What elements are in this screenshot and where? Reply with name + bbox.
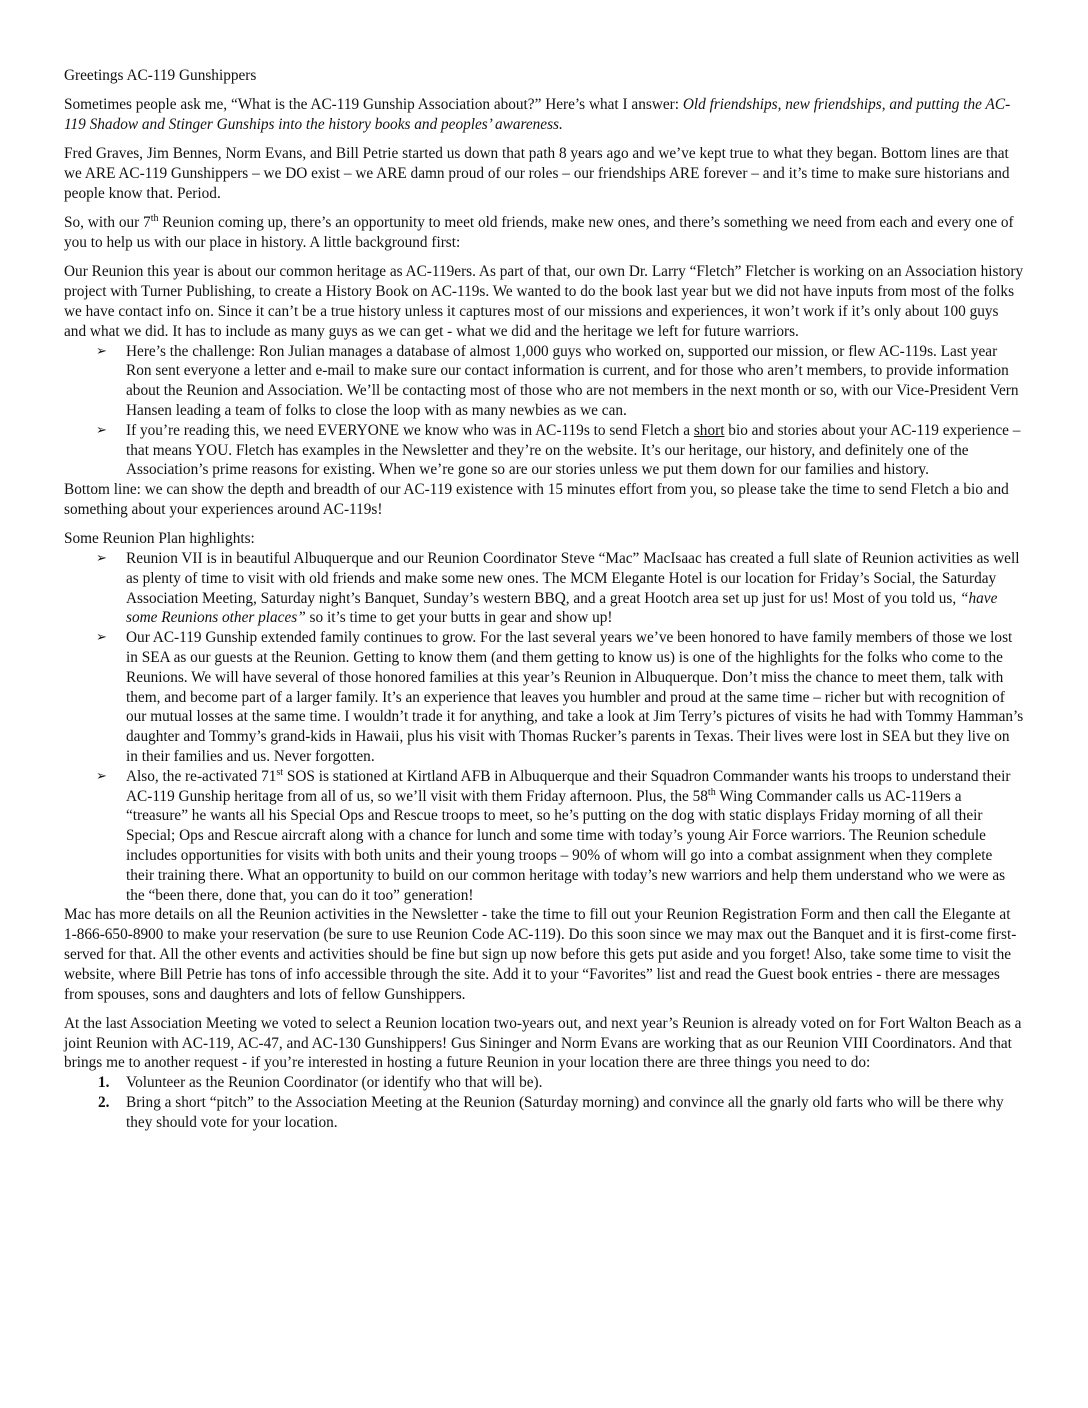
list-item-text: Also, the re-activated 71 bbox=[126, 767, 277, 785]
ordinal-sup: th bbox=[707, 786, 716, 798]
list-item bbox=[64, 549, 1024, 628]
step-number: 1. bbox=[98, 1074, 110, 1092]
list-item-text: SOS is stationed at Kirtland AFB in Albuquerque and their Squadron Commander wants his troops to understand their AC-119 Gunship heritage from all of us, so we’ll visit with them Friday afternoon. Plus, the 58 bbox=[126, 767, 1011, 805]
arrow-bullet-icon: ➢ bbox=[96, 343, 107, 359]
highlights-list bbox=[64, 549, 1024, 905]
reunion-paragraph bbox=[64, 213, 1024, 253]
details-paragraph: Mac has more details on all the Reunion activities in the Newsletter - take the time to fill out your Reunion Registration Form and then call the Elegante at 1-866-650-8900 to make your reservation (be sure to use Reunion Code AC-119). Do this soon since we may max out the Banquet and it is first-come first-served for that. All the other events and activities should be fine but sign up now before this gets put aside and you forget! Also, take some time to visit the website, where Bill Petrie has tons of info accessible through the site. Add it to your “Favorites” list and read the Guest book entries - there are messages from spouses, sons and daughters and lots of fellow Gunshippers. bbox=[64, 906, 1017, 1003]
underlined-word: short bbox=[693, 421, 725, 439]
list-item-text: Reunion VII is in beautiful Albuquerque and our Reunion Coordinator Steve “Mac” MacIsaac has created a full slate of Reunion activities as well as plenty of time to visit with old friends and make some new ones. The MCM Elegante Hotel is our location for Friday’s Social, the Saturday Association Meeting, Saturday night’s Banquet, Sunday’s western BBQ, and a great Hootch area set up just for us! Most of you told us, bbox=[126, 550, 1020, 607]
next-reunion-paragraph: At the last Association Meeting we voted to select a Reunion location two-years out, and next year’s Reunion is already voted on for Fort Walton Beach as a joint Reunion with AC-119, AC-47, and AC-130 Gunshippers! Gus Sininger and Norm Evans are working that as our Reunion VIII Coordinators. And that brings me to another request - if you’re interested in hosting a future Reunion in your location there are three things you need to do: bbox=[64, 1014, 1022, 1072]
highlights-heading: Some Reunion Plan highlights: bbox=[64, 530, 255, 548]
list-item-text: Volunteer as the Reunion Coordinator (or identify who that will be). bbox=[126, 1074, 543, 1092]
intro-emphasis: Old friendships, new friendships, and putting the AC-119 Shadow and Stinger Gunships into the history books and peoples’ awareness. bbox=[64, 96, 1011, 134]
reunion-text-b: Reunion coming up, there’s an opportunity to meet old friends, make new ones, and there’s something we need from each and every one of you to help us with our place in history. A little background first: bbox=[64, 214, 1014, 252]
history-paragraph: Our Reunion this year is about our common heritage as AC-119ers. As part of that, our own Dr. Larry “Fletch” Fletcher is working on an Association history project with Turner Publishing, to create a History Book on AC-119s. We wanted to do the book last year but we did not have inputs from most of the folks we have contact info on. Since it can’t be a true history unless it captures most of our missions and experiences, it won’t work if it’s only about 100 guys and what we did. It has to include as many guys as we can get - what we did and the heritage we left for future warriors. bbox=[64, 263, 1024, 340]
list-item bbox=[64, 342, 1024, 421]
list-item-emphasis: “have some Reunions other places” bbox=[126, 589, 998, 627]
bottom-line-paragraph: Bottom line: we can show the depth and breadth of our AC-119 existence with 15 minutes effort from you, so please take the time to send Fletch a bio and something about your experiences around AC-119s! bbox=[64, 481, 1009, 518]
intro-paragraph bbox=[64, 95, 1024, 135]
intro-text: Sometimes people ask me, “What is the AC-119 Gunship Association about?” Here’s what I answer: bbox=[64, 96, 683, 114]
founders-paragraph: Fred Graves, Jim Bennes, Norm Evans, and Bill Petrie started us down that path 8 years ago and we’ve kept true to what they began. Bottom lines are that we ARE AC-119 Gunshippers – we DO exist – we ARE damn proud of our roles – our friendships ARE forever – and it’s time to make sure historians and people know that. Period. bbox=[64, 145, 1010, 202]
arrow-bullet-icon: ➢ bbox=[96, 422, 107, 438]
ordinal-sup: st bbox=[276, 766, 284, 778]
list-item bbox=[64, 421, 1024, 480]
arrow-bullet-icon: ➢ bbox=[96, 551, 107, 567]
list-item bbox=[64, 628, 1024, 767]
reunion-text-a: So, with our 7 bbox=[64, 214, 151, 232]
arrow-bullet-icon: ➢ bbox=[96, 630, 107, 646]
host-steps-list bbox=[64, 1073, 1024, 1132]
greeting: Greetings AC-119 Gunshippers bbox=[64, 67, 257, 84]
list-item bbox=[64, 1093, 1024, 1133]
step-number: 2. bbox=[98, 1094, 110, 1112]
reunion-sup: th bbox=[150, 213, 159, 225]
list-item-text: so it’s time to get your butts in gear and show up! bbox=[305, 609, 613, 627]
list-item-text: Here’s the challenge: Ron Julian manages a database of almost 1,000 guys who worked on, supported our mission, or flew AC-119s. Last year Ron sent everyone a letter and e-mail to make sure our contact information is current, and for those who aren’t members, to provide information about the Reunion and Association. We’ll be contacting most of those who are not members in the next month or so, with our Vice-President Vern Hansen leading a team of folks to close the loop with as many newbies as we can. bbox=[126, 342, 1019, 419]
list-item-text: If you’re reading this, we need EVERYONE we know who was in AC-119s to send Fletch a bbox=[126, 421, 694, 439]
arrow-bullet-icon: ➢ bbox=[96, 768, 107, 784]
list-item-text: Wing Commander calls us AC-119ers a “treasure” he wants all his Special Ops and Rescue troops to meet, so he’s putting on the dog with static displays Friday morning of all their Special; Ops and Rescue aircraft along with a chance for lunch and some time with today’s young Air Force warriors. The Reunion schedule includes opportunities for visits with both units and their young troops – 90% of whom will go into a combat assignment when they complete their training there. What an opportunity to build on our common heritage with today’s new warriors and help them understand who we were as the “been there, done that, you can do it too” generation! bbox=[126, 787, 1006, 904]
list-item bbox=[64, 1073, 1024, 1093]
list-item-text: Bring a short “pitch” to the Association Meeting at the Reunion (Saturday morning) and convince all the gnarly old farts who will be there why they should vote for your location. bbox=[126, 1094, 1004, 1131]
challenge-list bbox=[64, 342, 1024, 481]
list-item bbox=[64, 767, 1024, 906]
letter-page bbox=[64, 66, 1024, 1133]
list-item-text: Our AC-119 Gunship extended family continues to grow. For the last several years we’ve been honored to have family members of those we lost in SEA as our guests at the Reunion. Getting to know them (and them getting to know us) is one of the highlights for the folks who come to the Reunions. We will have several of those honored families at this year’s Reunion in Albuquerque. Don’t miss the chance to meet them, talk with them, and become part of a larger family. It’s an experience that leaves you humbler and proud at the same time – richer but with recognition of our mutual losses at the same time. I wouldn’t trade it for anything, and take a look at Jim Terry’s pictures of visits he had with Tommy Hamman’s daughter and Tommy’s grand-kids in Hawaii, plus his visit with Thomas Rucker’s parents in Texas. Their lives were lost in SEA but they live on in their families and us. Never forgotten. bbox=[126, 629, 1024, 765]
list-item-text: bio and stories about your AC-119 experience – that means YOU. Fletch has examples in the Newsletter and they’re on the website. It’s our heritage, our history, and definitely one of the Association’s prime reasons for existing. When we’re gone so are our stories unless we put them down for our families and history. bbox=[126, 421, 1021, 479]
